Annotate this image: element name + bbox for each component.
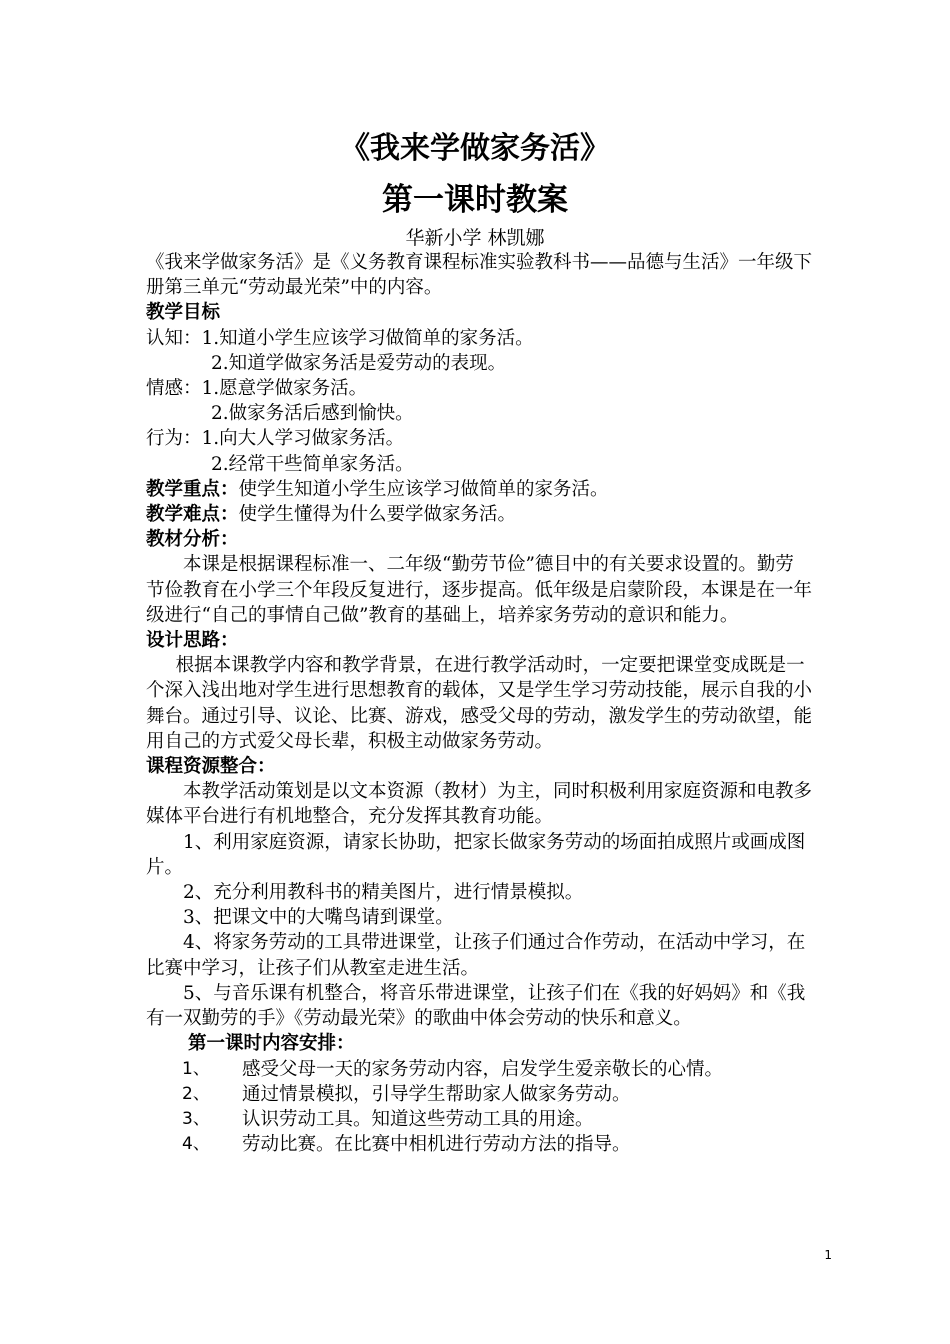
document-body <box>146 250 812 1157</box>
list-item: 2、 通过情景模拟，引导学生帮助家人做家务劳动。 <box>182 1083 631 1105</box>
analysis-paragraph: 本课是根据课程标准一、二年级“勤劳节俭”德目中的有关要求设置的。勤劳节俭教育在小学三个年段反复进行，逐步提高。低年级是启蒙阶段，本课是在一年级进行“自己的事情自己做”教育的基础上，培养家务劳动的意识和能力。 <box>146 554 813 626</box>
key-point-label: 教学重点： <box>146 478 239 500</box>
key-point-line: 教学重点：使学生知道小学生应该学习做简单的家务活。 <box>146 478 609 500</box>
difficulty-label: 教学难点： <box>146 504 239 526</box>
analysis-heading: 教材分析： <box>146 529 239 551</box>
behavior-line-1: 行为：1.向大人学习做家务活。 <box>146 428 405 450</box>
emotion-line-2: 2.做家务活后感到愉快。 <box>211 403 414 425</box>
behavior-label: 行为： <box>146 428 202 450</box>
intro-paragraph: 《我来学做家务活》是《义务教育课程标准实验教科书——品德与生活》一年级下册第三单元“劳动最光荣”中的内容。 <box>146 252 813 299</box>
cognition-line-1: 认知：1.知道小学生应该学习做简单的家务活。 <box>146 327 534 349</box>
document-subtitle: 第一课时教案 <box>382 182 568 218</box>
author-line: 华新小学 林凯娜 <box>405 227 545 249</box>
difficulty-line: 教学难点：使学生懂得为什么要学做家务活。 <box>146 504 517 526</box>
resources-paragraph: 2、充分利用教科书的精美图片，进行情景模拟。 <box>183 882 584 904</box>
resources-paragraph: 3、把课文中的大嘴鸟请到课堂。 <box>183 907 454 929</box>
design-heading: 设计思路： <box>146 630 239 652</box>
cognition-label: 认知： <box>146 327 202 349</box>
emotion-label: 情感： <box>146 378 202 400</box>
resources-heading: 课程资源整合： <box>146 756 276 778</box>
resources-paragraph: 1、利用家庭资源，请家长协助，把家长做家务劳动的场面拍成照片或画成图片。 <box>146 831 806 878</box>
design-paragraph: 根据本课教学内容和教学背景，在进行教学活动时，一定要把课堂变成既是一个深入浅出地对学生进行思想教育的载体，又是学生学习劳动技能，展示自我的小舞台。通过引导、议论、比赛、游戏，感受父母的劳动，激发学生的劳动欲望，能用自己的方式爱父母长辈，积极主动做家务劳动。 <box>146 655 813 752</box>
resources-paragraph: 4、将家务劳动的工具带进课堂，让孩子们通过合作劳动，在活动中学习，在比赛中学习，让孩子们从教室走进生活。 <box>146 932 806 979</box>
resources-paragraph: 本教学活动策划是以文本资源（教材）为主，同时积极利用家庭资源和电教多媒体平台进行有机地整合，充分发挥其教育功能。 <box>146 781 813 828</box>
arrangement-heading: 第一课时内容安排： <box>188 1033 355 1055</box>
objectives-heading: 教学目标 <box>146 302 221 324</box>
behavior-line-2: 2.经常干些简单家务活。 <box>211 453 414 475</box>
emotion-line-1: 情感：1.愿意学做家务活。 <box>146 378 368 400</box>
list-item: 4、 劳动比赛。在比赛中相机进行劳动方法的指导。 <box>182 1134 631 1156</box>
list-item: 3、 认识劳动工具。知道这些劳动工具的用途。 <box>182 1108 594 1130</box>
document-title: 《我来学做家务活》 <box>340 131 610 166</box>
page-number: 1 <box>824 1248 832 1262</box>
resources-paragraph: 5、与音乐课有机整合，将音乐带进课堂，让孩子们在《我的好妈妈》和《我有一双勤劳的手》《劳动最光荣》的歌曲中体会劳动的快乐和意义。 <box>146 982 806 1030</box>
cognition-line-2: 2.知道学做家务活是爱劳动的表现。 <box>211 352 507 374</box>
list-item: 1、 感受父母一天的家务劳动内容，启发学生爱亲敬长的心情。 <box>182 1058 724 1080</box>
